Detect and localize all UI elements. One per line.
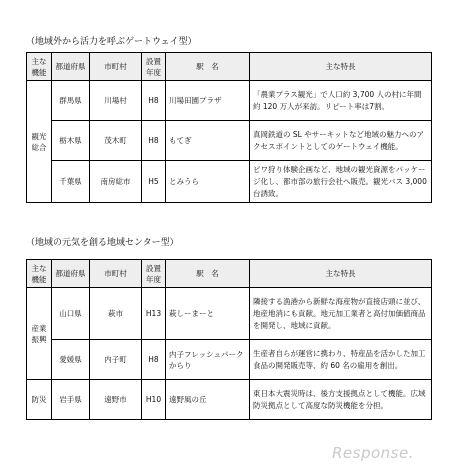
section-title-regional-center: （地域の元気を創る地域センター型） bbox=[26, 238, 179, 248]
response-watermark-logo: Response. bbox=[332, 444, 414, 462]
table-header-row bbox=[27, 53, 432, 81]
year-cell: H5 bbox=[142, 161, 166, 203]
feature-cell: 生産者自らが運営に携わり、特産品を活かした加工食品の開発販売等、約 60 名の雇用を創出。 bbox=[250, 340, 432, 380]
year-cell: H8 bbox=[142, 81, 166, 121]
header-features: 主な特長 bbox=[250, 53, 432, 81]
table-row bbox=[27, 121, 432, 161]
header-municipality: 市町村 bbox=[90, 260, 142, 288]
table-row bbox=[27, 380, 432, 420]
municipality-cell: 川場村 bbox=[90, 81, 142, 121]
table-row bbox=[27, 161, 432, 203]
table-row bbox=[27, 340, 432, 380]
table-row bbox=[27, 81, 432, 121]
prefecture-cell: 岩手県 bbox=[52, 380, 90, 420]
feature-cell: 「農業プラス観光」で人口約 3,700 人の村に年間約 120 万人が来訪。リピート率は7割。 bbox=[250, 81, 432, 121]
municipality-cell: 茂木町 bbox=[90, 121, 142, 161]
municipality-cell: 南房総市 bbox=[90, 161, 142, 203]
prefecture-cell: 栃木県 bbox=[52, 121, 90, 161]
prefecture-cell: 千葉県 bbox=[52, 161, 90, 203]
category-cell: 防災 bbox=[27, 380, 52, 420]
feature-cell: ビワ狩り体験企画など、地域の観光資源をパッケージ化し、都市部の旅行会社へ販売。観光バス 3,000 台誘致。 bbox=[250, 161, 432, 203]
station-name-cell: もてぎ bbox=[166, 121, 250, 161]
header-function: 主な機能 bbox=[27, 53, 52, 81]
category-cell: 観光総合 bbox=[27, 81, 52, 203]
gateway-table bbox=[26, 52, 432, 203]
table-header-row bbox=[27, 260, 432, 288]
station-name-cell: 萩しーまーと bbox=[166, 288, 250, 340]
municipality-cell: 内子町 bbox=[90, 340, 142, 380]
prefecture-cell: 山口県 bbox=[52, 288, 90, 340]
feature-cell: 隣接する漁港から新鮮な海産物が直接店頭に並び、地産地消にも貢献。地元加工業者と高付加価値商品を開発し、地域に貢献。 bbox=[250, 288, 432, 340]
regional-center-table bbox=[26, 259, 432, 420]
year-cell: H10 bbox=[142, 380, 166, 420]
station-name-cell: 川場田園プラザ bbox=[166, 81, 250, 121]
year-cell: H13 bbox=[142, 288, 166, 340]
header-prefecture: 都道府県 bbox=[52, 53, 90, 81]
station-name-cell: 内子フレッシュパークからり bbox=[166, 340, 250, 380]
header-prefecture: 都道府県 bbox=[52, 260, 90, 288]
header-year: 設置年度 bbox=[142, 53, 166, 81]
header-features: 主な特長 bbox=[250, 260, 432, 288]
category-cell: 産業振興 bbox=[27, 288, 52, 380]
municipality-cell: 萩市 bbox=[90, 288, 142, 340]
municipality-cell: 遠野市 bbox=[90, 380, 142, 420]
station-name-cell: 遠野風の丘 bbox=[166, 380, 250, 420]
header-station-name: 駅 名 bbox=[166, 53, 250, 81]
year-cell: H8 bbox=[142, 340, 166, 380]
feature-cell: 真岡鉄道の SL やサーキットなど地域の魅力へのアクセスポイントとしてのゲートウェイ機能。 bbox=[250, 121, 432, 161]
prefecture-cell: 群馬県 bbox=[52, 81, 90, 121]
section-title-gateway: （地域外から活力を呼ぶゲートウェイ型） bbox=[26, 37, 197, 47]
header-station-name: 駅 名 bbox=[166, 260, 250, 288]
feature-cell: 東日本大震災時は、後方支援拠点として機能。広域防災拠点として高度な防災機能を分担。 bbox=[250, 380, 432, 420]
table-row bbox=[27, 288, 432, 340]
year-cell: H8 bbox=[142, 121, 166, 161]
header-year: 設置年度 bbox=[142, 260, 166, 288]
station-name-cell: とみうら bbox=[166, 161, 250, 203]
header-function: 主な機能 bbox=[27, 260, 52, 288]
header-municipality: 市町村 bbox=[90, 53, 142, 81]
prefecture-cell: 愛媛県 bbox=[52, 340, 90, 380]
